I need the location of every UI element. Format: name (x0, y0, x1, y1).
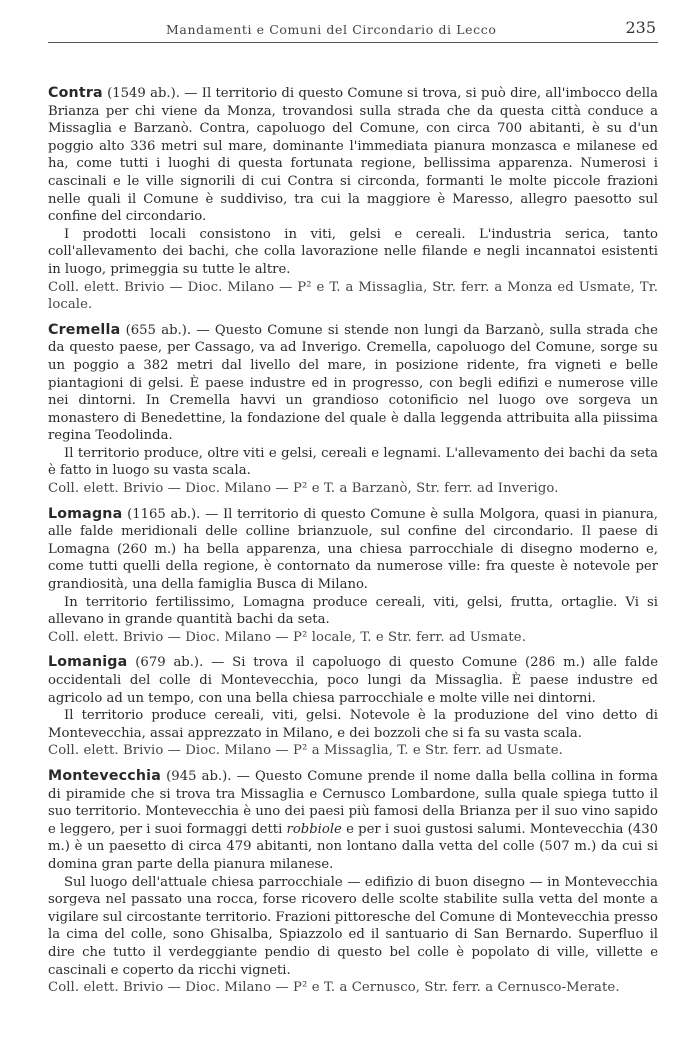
entries (48, 85, 658, 997)
entry-italic-term: robbiole (286, 821, 342, 837)
entry-paragraph: I prodotti locali consistono in viti, gelsi e cereali. L'industria serica, tanto coll'allevamento dei bachi, che colla lavorazione nelle filande e negli incannatoi esistenti in luogo, primeggia su tutte le altre. (48, 226, 658, 277)
entry-heading: Lomagna (48, 505, 123, 522)
entry-text: — Il territorio di questo Comune si trova, si può dire, all'imbocco della Brianza per chi viene da Monza, trovandosi sulla strada che da questa città conduce a Missaglia e Barzanò. Contra, capoluogo del Comune, con circa 700 abitanti, è su d'un poggio alto 336 metri sul mare, dominante l'immediata pianura monzasca e milanese ed ha, come tutti i luoghi di questa fortunata regione, bellissima apparenza. Numerosi i cascinali e le ville signorili di cui Contra si circonda, formanti le molte piccole frazioni nelle quali il Comune è suddiviso, tra cui la maggiore è Maresso, allegro paesotto sul confine del circondario. (48, 86, 658, 225)
entry-population: (945 ab.). (161, 768, 237, 784)
entry-population: (679 ab.). (127, 655, 212, 671)
page-number: 235 (625, 18, 656, 37)
entry-heading: Lomaniga (48, 654, 128, 671)
entry-coll-line: Coll. elett. Brivio — Dioc. Milano — P² locale, T. e Str. ferr. ad Usmate. (48, 629, 526, 645)
entry-text: — Il territorio di questo Comune è sulla Molgora, quasi in pianura, alle falde meridionali delle colline brianzuole, sul confine del circondario. Il paese di Lomagna (260 m.) ha bella apparenza, una chiesa parrocchiale di disegno moderno e, come tutti quelli della regione, è contornato da numerose ville: fra queste è notevole per grandiosità, una della famiglia Busca di Milano. (48, 506, 658, 593)
entry-heading: Cremella (48, 321, 121, 338)
page (48, 14, 658, 1005)
entry-lomaniga (48, 654, 658, 760)
entry-coll-line: Coll. elett. Brivio — Dioc. Milano — P² e T. a Barzanò, Str. ferr. ad Inverigo. (48, 481, 559, 497)
entry-paragraph: Sul luogo dell'attuale chiesa parrocchiale — edifizio di buon disegno — in Montevecchia sorgeva nel passato una rocca, forse ricovero delle scolte stabilite sulla vetta del monte a vigilare sul circostante territorio. Frazioni pittoresche del Comune di Montevecchia presso la cima del colle, sono Ghisalba, Spiazzolo ed il santuario di San Bernardo. Superfluo il dire che tutto il verdeggiante pendio di questo bel colle è popolato di ville, villette e cascinali e coperto da ricchi vigneti. (48, 874, 658, 978)
entry-paragraph (48, 322, 658, 445)
entry-text: — Si trova il capoluogo di questo Comune (286 m.) alle falde occidentali del colle di Montevecchia, poco lungi da Missaglia. È paese industre ed agricolo ad un tempo, con una bella chiesa parrocchiale e molte ville nei dintorni. (48, 655, 658, 706)
entry-cremella (48, 322, 658, 498)
entry-population: (1165 ab.). (122, 506, 206, 522)
entry-text: — Questo Comune si stende non lungi da Barzanò, sulla strada che da questo paese, per Cassago, va ad Inverigo. Cremella, capoluogo del Comune, sorge su un poggio a 382 metri dal livello del mare, in posizione ridente, fra vigneti e belle piantagioni di gelsi. È paese industre ed in progresso, con begli edifizi e numerose ville nei dintorni. In Cremella havvi un grandioso cotonificio nel luogo ove sorgeva un monastero di Benedettine, la fondazione del quale è dalla leggenda attribuita alla piissima regina Teodolinda. (48, 322, 658, 444)
entry-text: — Questo Comune prende il nome dalla bella collina in forma di piramide che si trova tra Missaglia e Cernusco Lombardone, sulla quale spiega tutto il suo territorio. Montevecchia è uno dei paesi più famosi della Brianza per il suo vino sapido e leggero, per i suoi formaggi detti (48, 768, 658, 837)
entry-population: (1549 ab.). (102, 86, 185, 101)
entry-paragraph (48, 506, 658, 594)
entry-heading: Contra (48, 85, 103, 101)
entry-montevecchia (48, 768, 658, 997)
entry-paragraph (48, 654, 658, 707)
entry-paragraph: Il territorio produce cereali, viti, gelsi. Notevole è la produzione del vino detto di Montevecchia, assai apprezzato in Milano, e dei bozzoli che si fa su vasta scala. (48, 708, 658, 741)
running-header (48, 14, 658, 43)
entry-heading: Montevecchia (48, 767, 161, 784)
entry-coll-line: Coll. elett. Brivio — Dioc. Milano — P² e T. a Cernusco, Str. ferr. a Cernusco-Merate. (48, 980, 620, 996)
entry-contra (48, 85, 658, 314)
entry-paragraph (48, 85, 658, 226)
entry-population: (655 ab.). (120, 322, 197, 338)
entry-paragraph (48, 768, 658, 874)
entry-coll-line: Coll. elett. Brivio — Dioc. Milano — P² a Missaglia, T. e Str. ferr. ad Usmate. (48, 743, 563, 759)
entry-coll-line: Coll. elett. Brivio — Dioc. Milano — P² e T. a Missaglia, Str. ferr. a Monza ed Usmate, Tr. locale. (48, 279, 658, 313)
header-title: Mandamenti e Comuni del Circondario di Lecco (166, 22, 497, 37)
entry-paragraph: Il territorio produce, oltre viti e gelsi, cereali e legnami. L'allevamento dei bachi da seta è fatto in luogo su vasta scala. (48, 445, 658, 479)
entry-paragraph: In territorio fertilissimo, Lomagna produce cereali, viti, gelsi, frutta, ortaglie. Vi si allevano in grande quantità bachi da seta. (48, 594, 658, 628)
entry-lomagna (48, 506, 658, 647)
entry-text: e per i suoi gustosi salumi. Montevecchia (430 m.) è un paesetto di circa 479 abitanti, non lontano dalla vetta del colle (507 m.) da cui si domina gran parte della pianura milanese. (48, 821, 658, 872)
